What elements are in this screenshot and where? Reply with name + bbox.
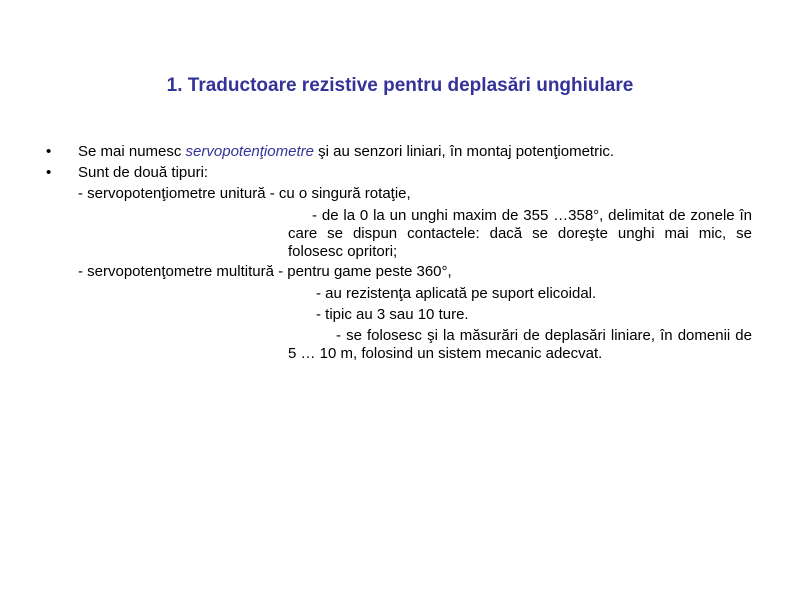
- bullet-text-1-emphasis: servopotenţiometre: [185, 143, 314, 160]
- bullet-marker: •: [46, 143, 52, 160]
- type2-line: - servopotenţometre multitură - pentru game peste 360°,: [78, 263, 452, 280]
- slide-title: 1. Traductoare rezistive pentru deplasări unghiulare: [166, 75, 634, 96]
- bullet-text-1-suffix: şi au senzori liniari, în montaj potenţiometric.: [313, 143, 615, 160]
- type1-line: - servopotenţiometre unitură - cu o singură rotaţie,: [78, 185, 411, 202]
- bullet-marker: •: [46, 164, 52, 181]
- bullet-text-1: [78, 143, 614, 161]
- type2-detail-1: - au rezistenţa aplicată pe suport elicoidal.: [316, 285, 597, 302]
- bullet-text-1-prefix: Se mai numesc: [78, 143, 186, 160]
- bullet-text-2: Sunt de două tipuri:: [78, 164, 209, 181]
- type1-detail: - de la 0 la un unghi maxim de 355 …358°, delimitat de zonele în care se dispun contactele: dacă se doreşte unghi mai mic, se folosesc opritori;: [288, 207, 752, 260]
- type2-detail-3: - se folosesc şi la măsurări de deplasări liniare, în domenii de 5 … 10 m, folosind un sistem mecanic adecvat.: [288, 327, 752, 362]
- type2-detail-2: - tipic au 3 sau 10 ture.: [316, 306, 469, 323]
